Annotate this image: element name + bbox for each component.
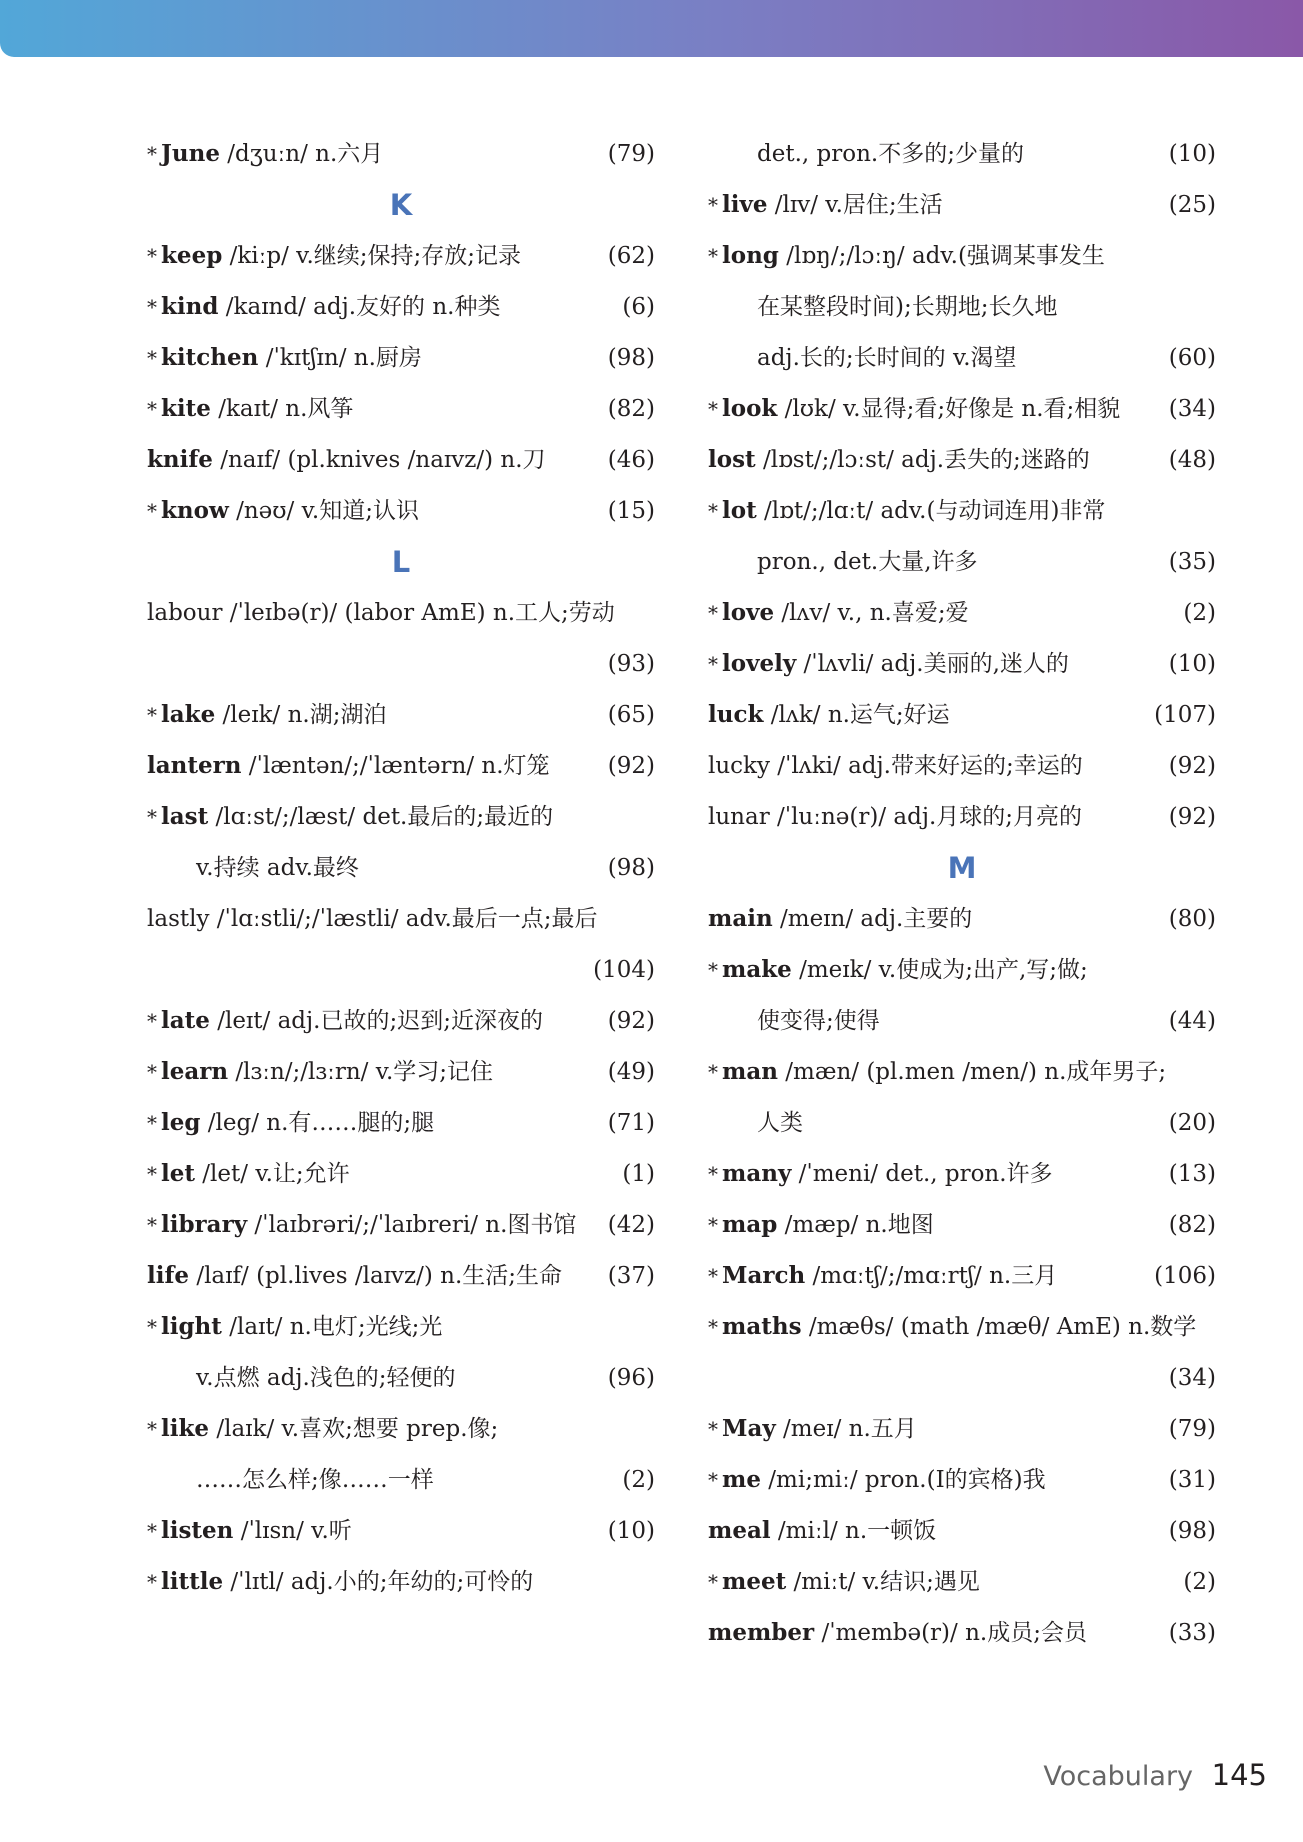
star-icon: * <box>147 1570 157 1594</box>
definition: /ˈlɪsn/ v.听 <box>233 1518 352 1544</box>
definition: /kaɪt/ n.风筝 <box>210 396 354 422</box>
headword: knife <box>147 446 213 473</box>
entry-text <box>708 239 1105 273</box>
entry-text <box>147 1259 562 1293</box>
star-icon: * <box>147 1519 157 1543</box>
definition: /let/ v.让;允许 <box>195 1161 350 1187</box>
page-reference: (82) <box>607 396 655 422</box>
vocab-entry <box>708 647 1216 681</box>
vocab-entry <box>147 902 655 936</box>
headword: many <box>722 1160 792 1187</box>
definition: /naɪf/ (pl.knives /naɪvz/) n.刀 <box>212 447 546 473</box>
entry-text <box>708 392 1120 426</box>
entry-text <box>147 494 419 528</box>
vocab-entry <box>147 443 655 477</box>
headword: light <box>161 1313 222 1340</box>
headword: lake <box>161 701 216 728</box>
definition: /lɑːst/;/læst/ det.最后的;最近的 <box>208 804 554 830</box>
page-reference: (2) <box>1183 1569 1216 1595</box>
vocab-entry <box>147 392 655 426</box>
entry-text <box>196 851 359 885</box>
definition: ……怎么样;像……一样 <box>196 1467 434 1493</box>
page-reference: (62) <box>607 243 655 269</box>
definition: /mæp/ n.地图 <box>777 1212 934 1238</box>
definition: /ˈlɪtl/ adj.小的;年幼的;可怜的 <box>223 1569 534 1595</box>
headword: March <box>722 1262 806 1289</box>
headword: library <box>161 1211 248 1238</box>
entry-text <box>147 749 550 783</box>
vocab-entry <box>147 1310 655 1344</box>
entry-text <box>708 494 1105 528</box>
definition: /ˈmeni/ det., pron.许多 <box>791 1161 1053 1187</box>
star-icon: * <box>708 499 718 523</box>
vocab-entry <box>708 1616 1216 1650</box>
page-reference: (35) <box>1168 549 1216 575</box>
definition: 人类 <box>757 1110 803 1136</box>
vocab-entry <box>708 800 1216 834</box>
headword: me <box>722 1466 761 1493</box>
entry-text <box>708 647 1069 681</box>
page-reference: (96) <box>607 1365 655 1391</box>
entry-text <box>708 1259 1057 1293</box>
vocab-entry <box>147 341 655 375</box>
star-icon: * <box>708 397 718 421</box>
definition: /lʌv/ v., n.喜爱;爱 <box>774 600 969 626</box>
vocab-entry <box>708 1208 1216 1242</box>
page-reference: (34) <box>1168 1365 1216 1391</box>
vocab-entry <box>147 1055 655 1089</box>
star-icon: * <box>147 295 157 319</box>
entry-continuation <box>708 545 1216 579</box>
footer-label: Vocabulary <box>1043 1761 1194 1792</box>
definition: /lɒst/;/lɔːst/ adj.丢失的;迷路的 <box>755 447 1090 473</box>
entry-text <box>708 1157 1053 1191</box>
section-letter: K <box>389 188 413 222</box>
entry-text <box>147 1412 498 1446</box>
star-icon: * <box>147 499 157 523</box>
page-reference: (79) <box>607 141 655 167</box>
definition: /laɪf/ (pl.lives /laɪvz/) n.生活;生命 <box>189 1263 563 1289</box>
headword: lost <box>708 446 756 473</box>
entry-text <box>708 1514 936 1548</box>
definition: /meɪ/ n.五月 <box>775 1416 917 1442</box>
page-reference: (79) <box>1168 1416 1216 1442</box>
entry-text <box>147 341 422 375</box>
entry-continuation <box>708 1106 1216 1140</box>
definition: /ˈlæntən/;/ˈlæntərn/ n.灯笼 <box>241 753 550 779</box>
definition: /lɜːn/;/lɜːrn/ v.学习;记住 <box>228 1059 494 1085</box>
page-reference: (10) <box>1168 141 1216 167</box>
entry-continuation <box>708 137 1216 171</box>
page-reference: (1) <box>622 1161 655 1187</box>
entry-text <box>757 1004 880 1038</box>
star-icon: * <box>708 1417 718 1441</box>
page-reference: (98) <box>1168 1518 1216 1544</box>
vocab-entry <box>147 800 655 834</box>
definition: /miːl/ n.一顿饭 <box>770 1518 937 1544</box>
headword: meet <box>722 1568 787 1595</box>
definition: lucky /ˈlʌki/ adj.带来好运的;幸运的 <box>708 753 1083 779</box>
entry-text <box>147 902 598 936</box>
page-reference: (49) <box>607 1059 655 1085</box>
entry-text <box>708 1208 934 1242</box>
definition: /nəʊ/ v.知道;认识 <box>228 498 419 524</box>
headword: little <box>161 1568 224 1595</box>
definition: /miːt/ v.结识;遇见 <box>786 1569 980 1595</box>
definition: /meɪk/ v.使成为;出产,写;做; <box>791 957 1088 983</box>
definition: labour /ˈleɪbə(r)/ (labor AmE) n.工人;劳动 <box>147 600 615 626</box>
vocabulary-column-left <box>147 0 655 1700</box>
definition: /leɪt/ adj.已故的;迟到;近深夜的 <box>209 1008 543 1034</box>
headword: make <box>722 956 792 983</box>
entry-continuation <box>147 851 655 885</box>
star-icon: * <box>147 1009 157 1033</box>
headword: live <box>722 191 768 218</box>
definition: /laɪk/ v.喜欢;想要 prep.像; <box>209 1416 499 1442</box>
entry-text <box>147 1157 350 1191</box>
page-footer <box>1043 1757 1267 1795</box>
definition: /leɪk/ n.湖;湖泊 <box>215 702 387 728</box>
definition: /mæn/ (pl.men /men/) n.成年男子; <box>777 1059 1167 1085</box>
page-reference: (93) <box>607 651 655 677</box>
star-icon: * <box>708 1060 718 1084</box>
vocab-entry <box>147 749 655 783</box>
headword: lot <box>722 497 757 524</box>
star-icon: * <box>708 193 718 217</box>
page-reference: (60) <box>1168 345 1216 371</box>
headword: let <box>161 1160 195 1187</box>
headword: lovely <box>722 650 797 677</box>
entry-text <box>757 290 1057 324</box>
page-reference: (80) <box>1168 906 1216 932</box>
headword: last <box>161 803 209 830</box>
definition: lunar /ˈluːnə(r)/ adj.月球的;月亮的 <box>708 804 1083 830</box>
headword: know <box>161 497 229 524</box>
star-icon: * <box>147 397 157 421</box>
definition: /ˈmembə(r)/ n.成员;会员 <box>814 1620 1087 1646</box>
entry-text <box>147 392 353 426</box>
headword: member <box>708 1619 815 1646</box>
definition: adj.长的;长时间的 v.渴望 <box>757 345 1017 371</box>
vocabulary-column-right <box>708 0 1216 1700</box>
star-icon: * <box>147 244 157 268</box>
entry-text <box>147 443 546 477</box>
page-reference: (107) <box>1154 702 1216 728</box>
page-reference: (6) <box>622 294 655 320</box>
definition: 在某整段时间);长期地;长久地 <box>757 294 1058 320</box>
headword: map <box>722 1211 778 1238</box>
page-reference: (2) <box>622 1467 655 1493</box>
definition: /kaɪnd/ adj.友好的 n.种类 <box>218 294 501 320</box>
star-icon: * <box>147 346 157 370</box>
entry-text <box>757 1106 803 1140</box>
entry-text <box>196 1463 434 1497</box>
entry-text <box>708 596 969 630</box>
entry-text <box>147 596 615 630</box>
star-icon: * <box>147 703 157 727</box>
entry-text <box>708 749 1083 783</box>
page-reference: (65) <box>607 702 655 728</box>
headword: like <box>161 1415 210 1442</box>
page-reference: (34) <box>1168 396 1216 422</box>
vocab-entry <box>147 1004 655 1038</box>
vocab-entry <box>708 1514 1216 1548</box>
entry-text <box>147 1055 493 1089</box>
star-icon: * <box>708 1468 718 1492</box>
star-icon: * <box>147 142 157 166</box>
page-reference: (42) <box>607 1212 655 1238</box>
definition: v.点燃 adj.浅色的;轻便的 <box>196 1365 456 1391</box>
page-reference: (46) <box>607 447 655 473</box>
definition: det., pron.不多的;少量的 <box>757 141 1024 167</box>
star-icon: * <box>708 958 718 982</box>
page-reference: (20) <box>1168 1110 1216 1136</box>
definition: /ˈkɪtʃɪn/ n.厨房 <box>258 345 422 371</box>
entry-continuation <box>147 953 655 987</box>
definition: lastly /ˈlɑːstli/;/ˈlæstli/ adv.最后一点;最后 <box>147 906 598 932</box>
entry-text <box>708 443 1090 477</box>
entry-text <box>147 698 386 732</box>
definition: /laɪt/ n.电灯;光线;光 <box>221 1314 443 1340</box>
vocab-entry <box>147 290 655 324</box>
entry-continuation <box>708 290 1216 324</box>
headword: May <box>722 1415 776 1442</box>
vocab-entry <box>147 1412 655 1446</box>
page-reference: (92) <box>1168 804 1216 830</box>
page-reference: (2) <box>1183 600 1216 626</box>
headword: late <box>161 1007 210 1034</box>
star-icon: * <box>147 1060 157 1084</box>
vocab-entry <box>708 1463 1216 1497</box>
definition: /dʒuːn/ n.六月 <box>219 141 384 167</box>
vocab-entry <box>708 902 1216 936</box>
entry-continuation <box>147 1463 655 1497</box>
definition: /kiːp/ v.继续;保持;存放;记录 <box>222 243 522 269</box>
page-reference: (71) <box>607 1110 655 1136</box>
vocab-entry <box>147 1514 655 1548</box>
section-letter: L <box>391 545 411 579</box>
entry-text <box>147 1106 434 1140</box>
page-reference: (92) <box>607 1008 655 1034</box>
page-reference: (92) <box>607 753 655 779</box>
star-icon: * <box>708 1570 718 1594</box>
entry-text <box>147 1565 533 1599</box>
definition: /meɪn/ adj.主要的 <box>772 906 973 932</box>
star-icon: * <box>147 1417 157 1441</box>
page-reference: (15) <box>607 498 655 524</box>
headword: June <box>161 140 220 167</box>
star-icon: * <box>708 1264 718 1288</box>
section-letter: M <box>947 851 977 885</box>
vocab-entry <box>147 1565 655 1599</box>
entry-text <box>708 1463 1046 1497</box>
headword: kind <box>161 293 219 320</box>
definition: /mæθs/ (math /mæθ/ AmE) n.数学 <box>801 1314 1197 1340</box>
definition: /mɑːtʃ/;/mɑːrtʃ/ n.三月 <box>805 1263 1058 1289</box>
entry-continuation <box>147 647 655 681</box>
headword: long <box>722 242 779 269</box>
headword: life <box>147 1262 190 1289</box>
entry-text <box>757 137 1024 171</box>
entry-text <box>147 1208 576 1242</box>
entry-text <box>708 1055 1166 1089</box>
definition: /leg/ n.有……腿的;腿 <box>200 1110 435 1136</box>
vocab-entry <box>147 1259 655 1293</box>
vocab-entry <box>708 1157 1216 1191</box>
star-icon: * <box>708 1315 718 1339</box>
headword: kite <box>161 395 211 422</box>
entry-text <box>147 290 500 324</box>
headword: keep <box>161 242 223 269</box>
definition: /lʊk/ v.显得;看;好像是 n.看;相貌 <box>777 396 1121 422</box>
page-reference: (10) <box>607 1518 655 1544</box>
entry-text <box>757 545 978 579</box>
definition: /mi;miː/ pron.(I的宾格)我 <box>760 1467 1046 1493</box>
entry-text <box>708 698 950 732</box>
star-icon: * <box>147 1162 157 1186</box>
star-icon: * <box>147 1213 157 1237</box>
entry-text <box>708 188 943 222</box>
star-icon: * <box>708 601 718 625</box>
headword: listen <box>161 1517 234 1544</box>
definition: /ˈlaɪbrəri/;/ˈlaɪbreri/ n.图书馆 <box>247 1212 577 1238</box>
definition: /lɒt/;/lɑːt/ adv.(与动词连用)非常 <box>756 498 1106 524</box>
headword: kitchen <box>161 344 259 371</box>
vocab-entry <box>708 239 1216 273</box>
entry-text <box>757 341 1017 375</box>
vocab-entry <box>147 1106 655 1140</box>
page-reference: (44) <box>1168 1008 1216 1034</box>
vocab-entry <box>708 1310 1216 1344</box>
entry-text <box>196 1361 456 1395</box>
vocab-entry <box>708 953 1216 987</box>
page-reference: (25) <box>1168 192 1216 218</box>
page-reference: (48) <box>1168 447 1216 473</box>
entry-text <box>708 953 1088 987</box>
entry-continuation <box>147 1361 655 1395</box>
headword: learn <box>161 1058 229 1085</box>
entry-text <box>708 1616 1087 1650</box>
vocab-entry <box>708 596 1216 630</box>
headword: luck <box>708 701 764 728</box>
entry-text <box>147 239 521 273</box>
entry-text <box>708 1412 917 1446</box>
vocab-entry <box>147 239 655 273</box>
entry-text <box>147 800 553 834</box>
vocab-entry <box>708 698 1216 732</box>
vocab-entry <box>708 749 1216 783</box>
definition: v.持续 adv.最终 <box>196 855 359 881</box>
headword: love <box>722 599 775 626</box>
star-icon: * <box>147 1111 157 1135</box>
entry-text <box>147 1310 442 1344</box>
entry-text <box>147 1514 352 1548</box>
headword: main <box>708 905 773 932</box>
headword: leg <box>161 1109 201 1136</box>
star-icon: * <box>708 1162 718 1186</box>
entry-text <box>147 137 383 171</box>
page-reference: (33) <box>1168 1620 1216 1646</box>
headword: man <box>722 1058 778 1085</box>
page-reference: (106) <box>1154 1263 1216 1289</box>
entry-continuation <box>708 1004 1216 1038</box>
star-icon: * <box>708 1213 718 1237</box>
headword: maths <box>722 1313 802 1340</box>
definition: /lʌk/ n.运气;好运 <box>763 702 950 728</box>
vocab-entry <box>708 1055 1216 1089</box>
definition: /lɒŋ/;/lɔːŋ/ adv.(强调某事发生 <box>778 243 1105 269</box>
vocab-entry <box>147 596 655 630</box>
page-reference: (31) <box>1168 1467 1216 1493</box>
page-reference: (98) <box>607 855 655 881</box>
page-reference: (82) <box>1168 1212 1216 1238</box>
page-reference: (104) <box>593 957 655 983</box>
vocab-entry <box>147 1208 655 1242</box>
entry-text <box>147 1004 543 1038</box>
page-reference: (92) <box>1168 753 1216 779</box>
headword: meal <box>708 1517 771 1544</box>
page-number: 145 <box>1211 1758 1267 1792</box>
entry-text <box>708 902 972 936</box>
vocab-entry <box>708 392 1216 426</box>
page-reference: (13) <box>1168 1161 1216 1187</box>
vocab-entry <box>708 494 1216 528</box>
page-reference: (37) <box>607 1263 655 1289</box>
definition: 使变得;使得 <box>757 1008 880 1034</box>
vocab-entry <box>708 1412 1216 1446</box>
vocab-entry <box>708 1565 1216 1599</box>
star-icon: * <box>708 652 718 676</box>
vocab-entry <box>708 1259 1216 1293</box>
headword: lantern <box>147 752 242 779</box>
entry-text <box>708 1310 1196 1344</box>
vocab-entry <box>147 1157 655 1191</box>
star-icon: * <box>147 1315 157 1339</box>
definition: pron., det.大量,许多 <box>757 549 978 575</box>
definition: /ˈlʌvli/ adj.美丽的,迷人的 <box>796 651 1069 677</box>
star-icon: * <box>708 244 718 268</box>
star-icon: * <box>147 805 157 829</box>
page-reference: (10) <box>1168 651 1216 677</box>
vocab-entry <box>147 137 655 171</box>
entry-continuation <box>708 341 1216 375</box>
vocab-entry <box>147 698 655 732</box>
vocab-entry <box>708 443 1216 477</box>
page-reference: (98) <box>607 345 655 371</box>
vocab-entry <box>708 188 1216 222</box>
entry-text <box>708 800 1082 834</box>
headword: look <box>722 395 778 422</box>
vocab-entry <box>147 494 655 528</box>
entry-text <box>708 1565 980 1599</box>
entry-continuation <box>708 1361 1216 1395</box>
definition: /lɪv/ v.居住;生活 <box>767 192 943 218</box>
